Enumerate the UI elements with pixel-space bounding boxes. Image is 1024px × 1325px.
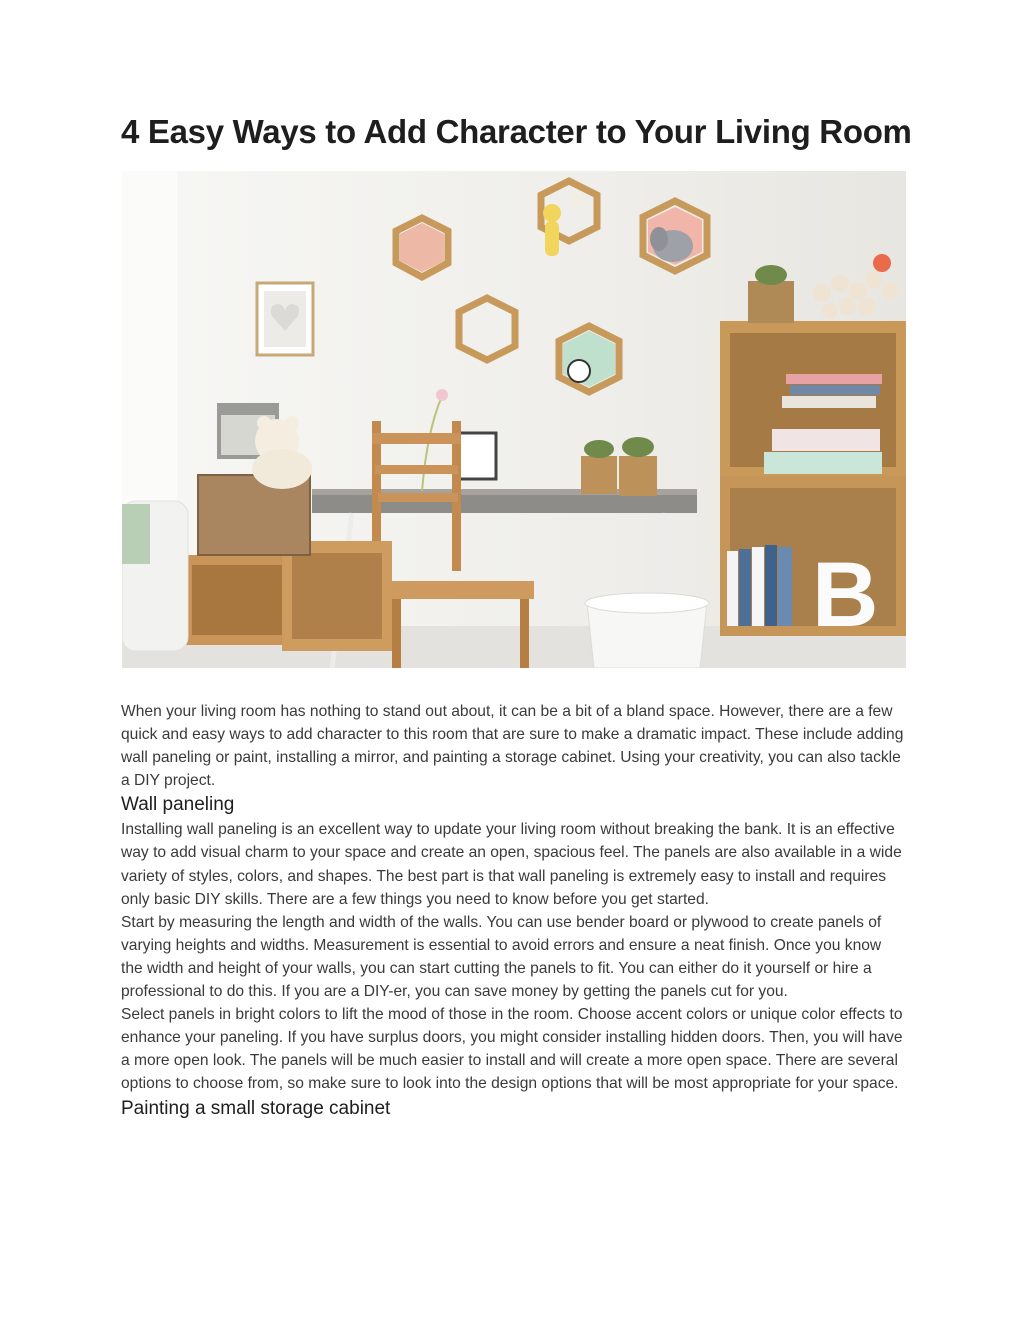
paragraph: Select panels in bright colors to lift the mood of those in the room. Choose accent colors or unique color effects to enhance your paneling. If you have surplus doors, you might consider installing hidden doors. Then, you will have a more open look. The panels will be much easier to install and will create a more open space. There are several options to choose from, so make sure to look into the design options that will be most appropriate for your space. [121, 1006, 903, 1093]
article-body [121, 700, 906, 1122]
hero-image [122, 171, 906, 668]
letter-b: B [812, 544, 879, 646]
paragraph: Installing wall paneling is an excellent way to update your living room without breaking the bank. It is an effective way to add visual charm to your space and create an open, spacious feel. The panels are also available in a wide variety of styles, colors, and shapes. The best part is that wall paneling is extremely easy to install and requires only basic DIY skills. There are a few things you need to know before you get started. [121, 821, 902, 908]
section-heading-wall-paneling: Wall paneling [121, 794, 235, 816]
intro-paragraph: When your living room has nothing to stand out about, it can be a bit of a bland space. However, there are a few quick and easy ways to add character to this room that are sure to make a dramatic impact. These include adding wall paneling or paint, installing a mirror, and painting a storage cabinet. Using your creativity, you can also tackle a DIY project. [121, 703, 904, 790]
section-heading-painting-cabinet: Painting a small storage cabinet [121, 1097, 391, 1119]
paragraph: Start by measuring the length and width of the walls. You can use bender board or plywood to create panels of varying heights and widths. Measurement is essential to avoid errors and ensure a neat finish. Once you know the width and height of your walls, you can start cutting the panels to fit. You can either do it yourself or hire a professional to do this. If you are a DIY-er, you can save money by getting the panels cut for you. [121, 913, 882, 1001]
article-title: 4 Easy Ways to Add Character to Your Living Room [121, 113, 912, 150]
